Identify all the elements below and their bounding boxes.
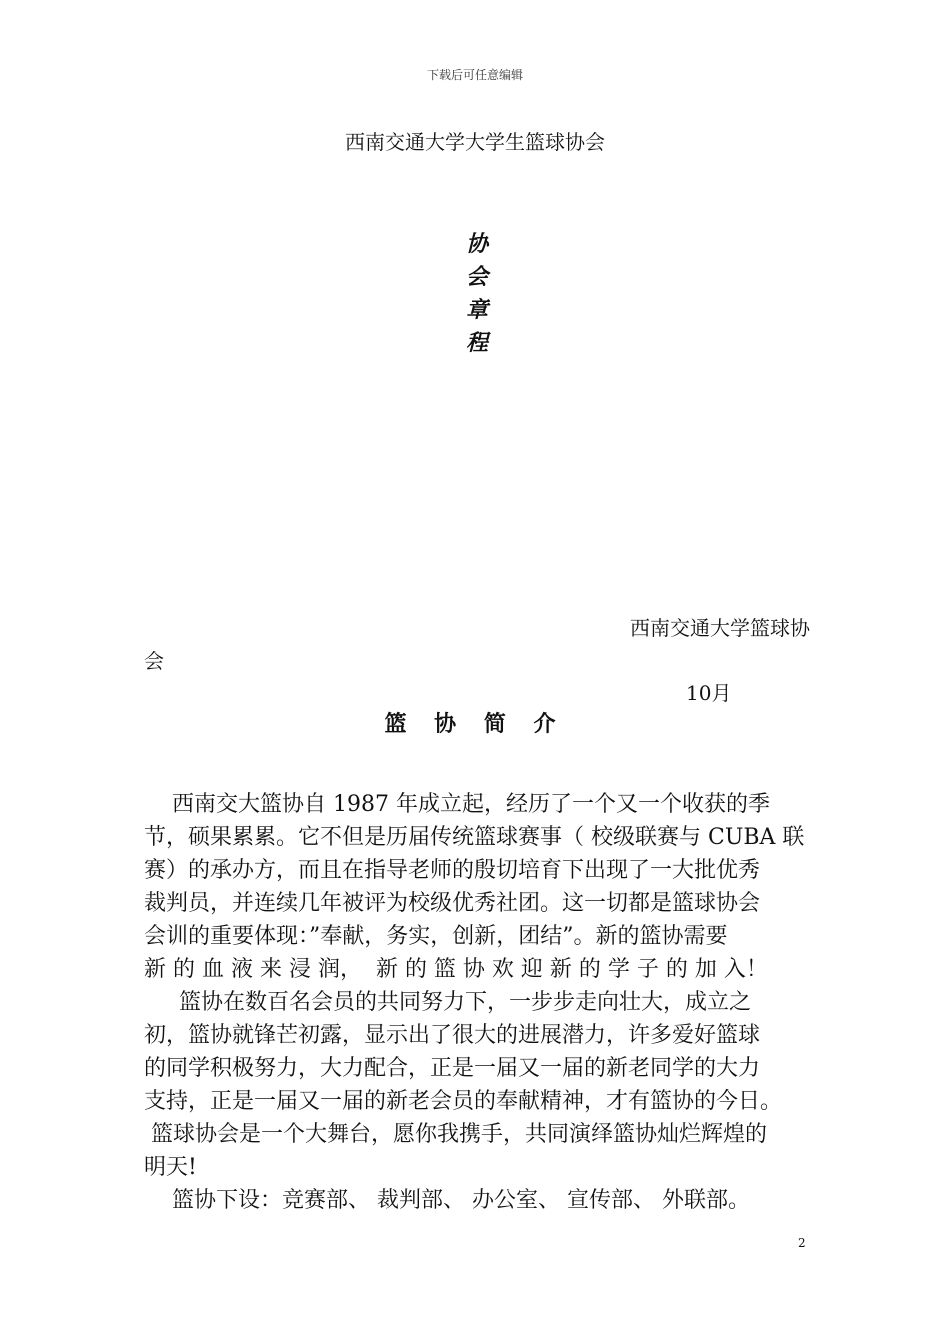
body-line: 西南交大篮协自 1987 年成立起，经历了一个又一个收获的季 [144, 792, 770, 817]
organization-title: 西南交通大学大学生篮球协会 [345, 130, 605, 154]
body-line: 初，篮协就锋芒初露，显示出了很大的进展潜力，许多爱好篮球 [144, 1023, 761, 1048]
section-title: 篮 协 简 介 [384, 711, 566, 737]
body-line: 新 的 血 液 来 浸 润， 新 的 篮 协 欢 迎 新 的 学 子 的 加 入！ [144, 957, 768, 982]
body-line: 篮协下设：竞赛部、 裁判部、 办公室、 宣传部、 外联部。 [144, 1188, 750, 1213]
vertical-title [466, 228, 490, 360]
vertical-title-char: 程 [466, 330, 489, 356]
header-note: 下载后可任意编辑 [426, 68, 523, 82]
vertical-title-char: 章 [466, 297, 489, 323]
page-number: 2 [798, 1236, 806, 1250]
body-line: 的同学积极努力，大力配合，正是一届又一届的新老同学的大力 [144, 1056, 761, 1081]
body-line: 裁判员，并连续几年被评为校级优秀社团。这一切都是篮球协会 [144, 891, 761, 916]
signature-line-2: 会 [144, 649, 164, 673]
body-line: 明天! [144, 1155, 197, 1180]
body-line: 会训的重要体现：”奉献，务实，创新，团结”。新的篮协需要 [144, 924, 728, 949]
vertical-title-char: 会 [466, 264, 489, 290]
body-line: 篮协在数百名会员的共同努力下，一步步走向壮大，成立之 [144, 990, 751, 1015]
body-line: 篮球协会是一个大舞台，愿你我携手，共同演绎篮协灿烂辉煌的 [144, 1122, 767, 1147]
vertical-title-char: 协 [466, 231, 489, 257]
signature-date: 10月 [686, 681, 732, 705]
body-line: 赛）的承办方，而且在指导老师的殷切培育下出现了一大批优秀 [144, 858, 761, 883]
body-line: 节，硕果累累。它不但是历届传统篮球赛事（ 校级联赛与 CUBA 联 [144, 825, 805, 850]
body-line: 支持，正是一届又一届的新老会员的奉献精神，才有篮协的今日。 [144, 1089, 783, 1114]
signature-line-1: 西南交通大学篮球协 [630, 616, 810, 640]
